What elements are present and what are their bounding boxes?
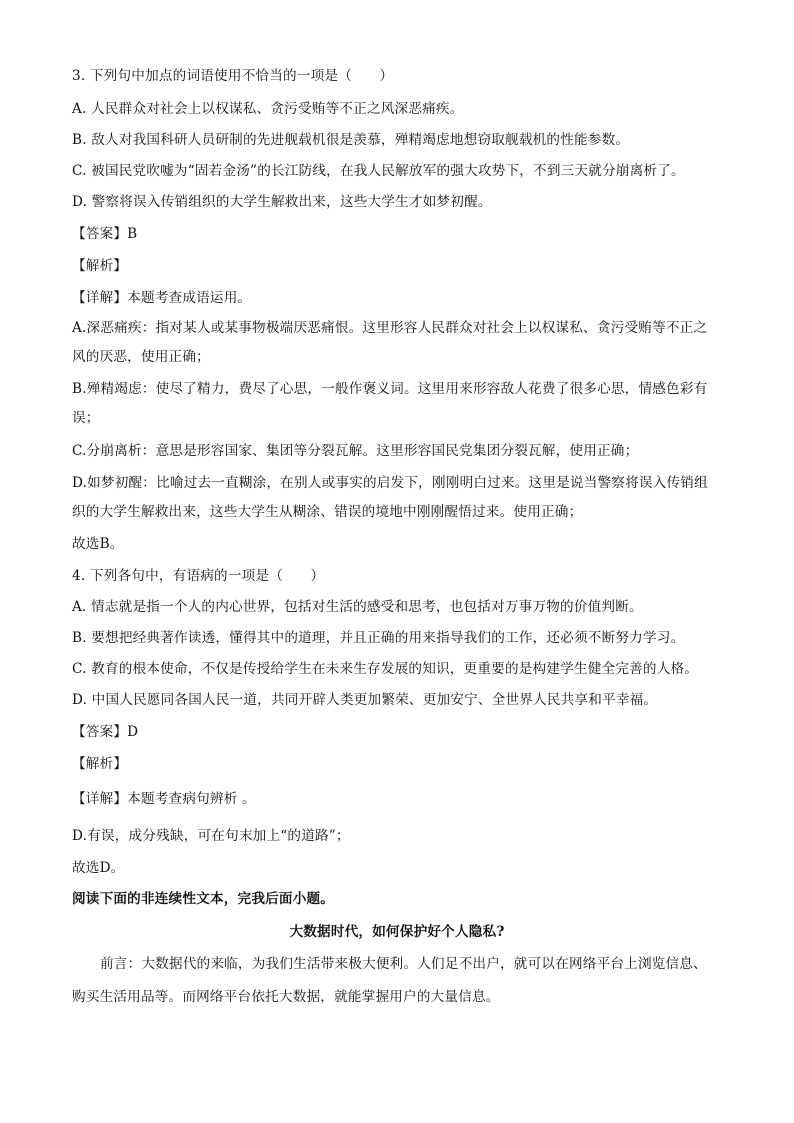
question-3-explain-line: C.分崩离析：意思是形容国家、集团等分裂瓦解。这里形容国民党集团分裂瓦解，使用正确； — [72, 443, 639, 459]
question-3-option-a: A. 人民群众对社会上以权谋私、贪污受贿等不正之风深恶痛疾。 — [72, 101, 464, 117]
question-3-option-d: D. 警察将误入传销组织的大学生解救出来，这些大学生才如梦初醒。 — [72, 194, 492, 210]
question-4-option-a: A. 情志就是指一个人的内心世界，包括对生活的感受和思考，也包括对万事万物的价值判断。 — [72, 599, 643, 615]
question-4-option-b: B. 要想把经典著作读透，懂得其中的道理，并且正确的用来指导我们的工作，还必须不断努力学习。 — [72, 630, 685, 646]
reading-preface-line: 前言：大数据代的来临，为我们生活带来极大便利。人们足不出户，就可以在网络平台上浏览信息、 — [100, 956, 707, 972]
question-4-answer: 【答案】D — [72, 724, 139, 740]
question-3-explain-line: A.深恶痛疾：指对某人或某事物极端厌恶痛恨。这里形容人民群众对社会上以权谋私、贪污受贿等不正之 — [72, 320, 708, 336]
question-3-conclusion: 故选B。 — [72, 536, 124, 552]
question-3-explain-line: D.如梦初醒：比喻过去一直糊涂，在别人或事实的启发下，刚刚明白过来。这里是说当警察将误入传销组 — [72, 475, 708, 491]
question-4-option-d: D. 中国人民愿同各国人民一道，共同开辟人类更加繁荣、更加安宁、全世界人民共享和平幸福。 — [72, 692, 658, 708]
reading-instruction: 阅读下面的非连续性文本，完我后面小题。 — [72, 891, 335, 907]
question-4-conclusion: 故选D。 — [72, 860, 125, 876]
reading-preface-line: 购买生活用品等。而网络平台依托大数据，就能掌握用户的大量信息。 — [72, 989, 500, 1005]
question-3-answer: 【答案】B — [72, 226, 138, 242]
question-3-option-b: B. 敌人对我国科研人员研制的先进舰载机很是羡慕，殚精竭虑地想窃取舰载机的性能参数。 — [72, 132, 630, 148]
question-3-explain-line: 误； — [72, 410, 100, 426]
reading-title: 大数据时代，如何保护好个人隐私? — [289, 924, 505, 940]
question-4-analysis-label: 【解析】 — [72, 756, 128, 772]
question-4-stem: 4. 下列各句中，有语病的一项是（ ） — [72, 568, 325, 584]
question-3-explain-line: B.殚精竭虑：使尽了精力，费尽了心思，一般作褒义词。这里用来形容敌人花费了很多心思，情感色彩有 — [72, 381, 708, 397]
question-4-explain-line: D.有误，成分残缺，可在句末加上“的道路”； — [72, 828, 350, 844]
question-3-detail: 【详解】本题考查成语运用。 — [72, 290, 252, 306]
question-3-explain-line: 风的厌恶，使用正确； — [72, 349, 210, 365]
question-3-stem: 3. 下列句中加点的词语使用不恰当的一项是（ ） — [72, 68, 394, 84]
question-3-explain-line: 织的大学生解救出来，这些大学生从糊涂、错误的境地中刚刚醒悟过来。使用正确； — [72, 504, 583, 520]
question-4-detail: 【详解】本题考查病句辨析 。 — [72, 791, 256, 807]
question-4-option-c: C. 教育的根本使命，不仅是传授给学生在未来生存发展的知识，更重要的是构建学生健全完善的人格。 — [72, 661, 699, 677]
question-3-analysis-label: 【解析】 — [72, 258, 128, 274]
question-3-option-c: C. 被国民党吹嘘为“固若金汤”的长江防线，在我人民解放军的强大攻势下，不到三天就分崩离析了。 — [72, 163, 685, 179]
